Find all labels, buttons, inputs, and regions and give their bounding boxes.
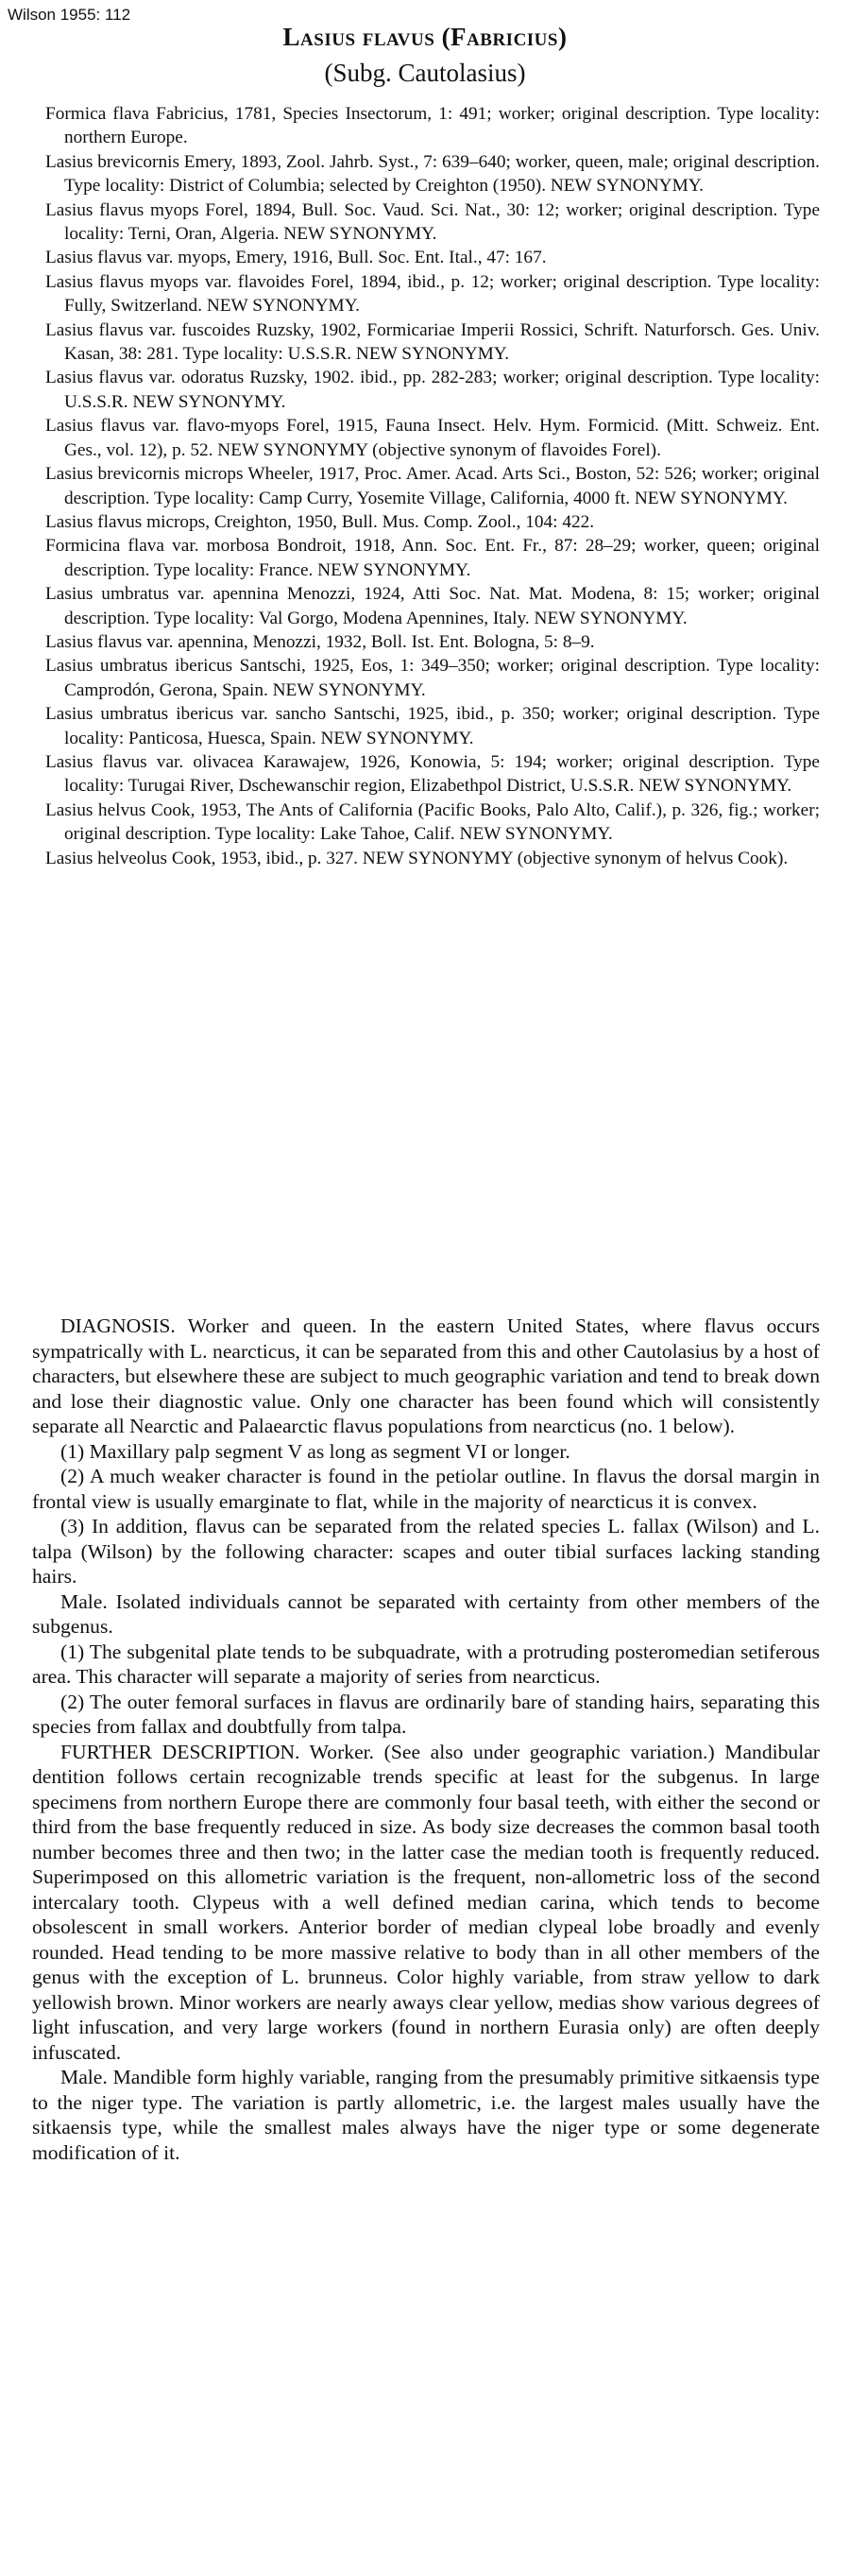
synonymy-entry: Lasius helvus Cook, 1953, The Ants of California (Pacific Books, Palo Alto, Calif.), p. 326, fig.; worker; original description. Type locality: Lake Tahoe, Calif. NEW SYNONYMY.	[45, 799, 820, 845]
synonymy-entry: Lasius flavus var. apennina, Menozzi, 1932, Boll. Ist. Ent. Bologna, 5: 8–9.	[45, 631, 595, 652]
synonymy-entry: Lasius flavus var. olivacea Karawajew, 1926, Konowia, 5: 194; worker; original description. Type locality: Turugai River, Dschewanschir region, Elizabethpol District, U.S.S.R. NEW SYNONYMY.	[45, 751, 820, 797]
synonymy-entry: Lasius flavus var. fuscoides Ruzsky, 1902, Formicariae Imperii Rossici, Schrift. Naturforsch. Ges. Univ. Kasan, 38: 281. Type locality: U.S.S.R. NEW SYNONYMY.	[45, 319, 820, 365]
synonymy-entry: Lasius umbratus var. apennina Menozzi, 1924, Atti Soc. Nat. Mat. Modena, 8: 15; worker; original description. Type locality: Val Gorgo, Modena Apennines, Italy. NEW SYNONYMY.	[45, 584, 820, 628]
synonymy-entry: Lasius flavus var. flavo-myops Forel, 1915, Fauna Insect. Helv. Hym. Formicid. (Mitt. Schweiz. Ent. Ges., vol. 12), p. 52. NEW SYNONYMY (objective synonym of flavoides Forel).	[45, 416, 820, 460]
body-paragraph: (1) The subgenital plate tends to be subquadrate, with a protruding posteromedian setiferous area. This character will separate a majority of series from nearcticus.	[32, 1640, 820, 1688]
synonymy-entry: Formica flava Fabricius, 1781, Species Insectorum, 1: 491; worker; original description. Type locality: northern Europe.	[45, 104, 820, 148]
description-body	[32, 1314, 820, 2165]
body-paragraph: (2) A much weaker character is found in the petiolar outline. In flavus the dorsal margin in frontal view is usually emarginate to flat, while in the majority of nearcticus it is convex.	[32, 1465, 820, 1513]
synonymy-entry: Lasius flavus myops var. flavoides Forel, 1894, ibid., p. 12; worker; original description. Type locality: Fully, Switzerland. NEW SYNONYMY.	[45, 271, 820, 317]
synonymy-entry: Formicina flava var. morbosa Bondroit, 1918, Ann. Soc. Ent. Fr., 87: 28–29; worker, queen; original description. Type locality: France. NEW SYNONYMY.	[45, 536, 820, 580]
synonymy-entry: Lasius flavus microps, Creighton, 1950, Bull. Mus. Comp. Zool., 104: 422.	[45, 511, 595, 532]
synonymy-entry: Lasius umbratus ibericus var. sancho Santschi, 1925, ibid., p. 350; worker; original description. Type locality: Panticosa, Huesca, Spain. NEW SYNONYMY.	[45, 704, 820, 748]
synonymy-list	[45, 102, 820, 870]
body-paragraph: FURTHER DESCRIPTION. Worker. (See also under geographic variation.) Mandibular dentition follows certain recognizable trends specific at least for the subgenus. In large specimens from northern Europe there are commonly four basal teeth, with either the second or third from the base frequently reduced in size. As body size decreases the common basal tooth number becomes three and then two; in the latter case the median tooth is frequently reduced. Superimposed on this allometric variation is the frequent, non-allometric loss of the second intercalary tooth. Clypeus with a well defined median carina, which tends to become obsolescent in small workers. Anterior border of median clypeal lobe broadly and evenly rounded. Head tending to be more massive relative to body than in all other members of the genus with the exception of L. brunneus. Color highly variable, from straw yellow to dark yellowish brown. Minor workers are nearly aways clear yellow, medias show various degrees of light infuscation, and very large workers (found in northern Eurasia only) are often deeply infuscated.	[32, 1740, 820, 2064]
body-paragraph: DIAGNOSIS. Worker and queen. In the eastern United States, where flavus occurs sympatrically with L. nearcticus, it can be separated from this and other Cautolasius by a host of characters, but elsewhere these are subject to much geographic variation and tend to break down and lose their diagnostic value. Only one character has been found which will consistently separate all Nearctic and Palaearctic flavus populations from nearcticus (no. 1 below).	[32, 1314, 820, 1437]
body-paragraph: Male. Mandible form highly variable, ranging from the presumably primitive sitkaensis type to the niger type. The variation is partly allometric, i.e. the largest males usually have the sitkaensis type, while the smallest males always have the niger type or some degenerate modification of it.	[32, 2066, 820, 2164]
synonymy-entry: Lasius flavus var. myops, Emery, 1916, Bull. Soc. Ent. Ital., 47: 167.	[45, 248, 547, 268]
subgenus-line: (Subg. Cautolasius)	[324, 59, 526, 87]
synonymy-entry: Lasius brevicornis Emery, 1893, Zool. Jahrb. Syst., 7: 639–640; worker, queen, male; original description. Type locality: District of Columbia; selected by Creighton (1950). NEW SYNONYMY.	[45, 151, 820, 197]
body-paragraph: (1) Maxillary palp segment V as long as segment VI or longer.	[60, 1439, 570, 1463]
body-paragraph: Male. Isolated individuals cannot be separated with certainty from other members of the subgenus.	[32, 1589, 820, 1638]
synonymy-entry: Lasius helveolus Cook, 1953, ibid., p. 327. NEW SYNONYMY (objective synonym of helvus Cook).	[45, 848, 789, 868]
source-tag: Wilson 1955: 112	[8, 6, 131, 24]
species-title: Lasius flavus (Fabricius)	[282, 23, 568, 51]
body-paragraph: (3) In addition, flavus can be separated from the related species L. fallax (Wilson) and L. talpa (Wilson) by the following character: scapes and outer tibial surfaces lacking standing hairs.	[32, 1515, 820, 1588]
synonymy-entry: Lasius umbratus ibericus Santschi, 1925, Eos, 1: 349–350; worker; original description. Type locality: Camprodón, Gerona, Spain. NEW SYNONYMY.	[45, 656, 820, 700]
synonymy-entry: Lasius brevicornis microps Wheeler, 1917, Proc. Amer. Acad. Arts Sci., Boston, 52: 526; worker; original description. Type locality: Camp Curry, Yosemite Village, California, 4000 ft. NEW SYNONYMY.	[45, 464, 820, 508]
synonymy-entry: Lasius flavus var. odoratus Ruzsky, 1902. ibid., pp. 282-283; worker; original description. Type locality: U.S.S.R. NEW SYNONYMY.	[45, 368, 820, 412]
synonymy-entry: Lasius flavus myops Forel, 1894, Bull. Soc. Vaud. Sci. Nat., 30: 12; worker; original description. Type locality: Terni, Oran, Algeria. NEW SYNONYMY.	[45, 199, 820, 245]
body-paragraph: (2) The outer femoral surfaces in flavus are ordinarily bare of standing hairs, separating this species from fallax and doubtfully from talpa.	[32, 1690, 820, 1738]
